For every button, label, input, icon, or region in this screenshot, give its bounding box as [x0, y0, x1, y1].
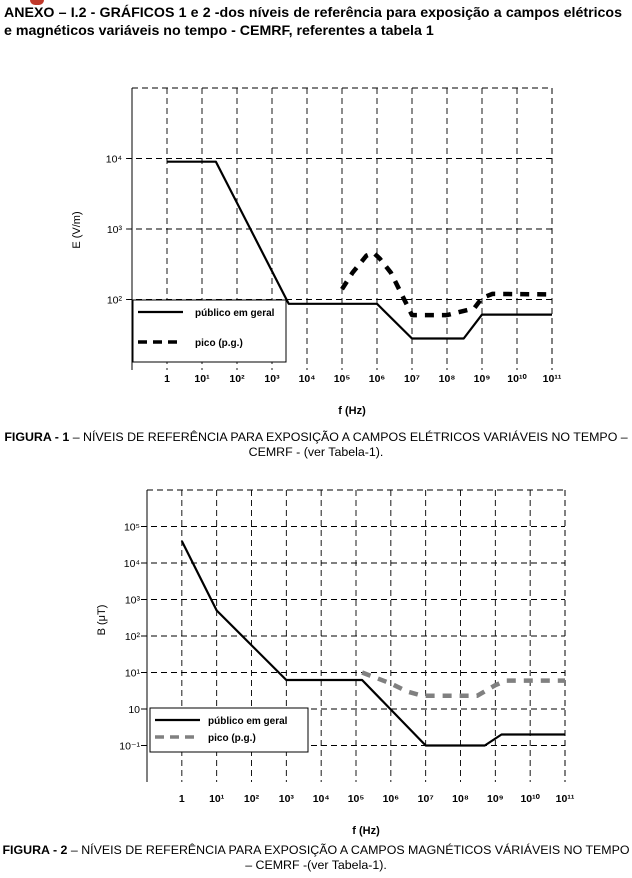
x-tick-label: 10⁴ — [312, 793, 330, 805]
figure-2-caption-label: FIGURA - 2 — [2, 843, 68, 857]
legend-label: pico (p.g.) — [195, 338, 243, 349]
x-tick-label: 10⁸ — [438, 373, 456, 385]
x-tick-label: 10¹ — [209, 793, 225, 805]
y-tick-label: 10⁵ — [123, 521, 140, 534]
x-tick-label: 10² — [243, 793, 260, 805]
y-tick-label: 10⁴ — [123, 558, 140, 570]
x-tick-label: 10⁵ — [347, 793, 365, 805]
x-tick-label: 10⁷ — [417, 793, 434, 805]
y-tick-label: 10⁻¹ — [119, 740, 140, 753]
x-tick-label: 10⁹ — [486, 793, 504, 805]
x-tick-label: 10³ — [278, 793, 294, 805]
x-tick-label: 1 — [164, 373, 170, 385]
x-tick-label: 1 — [178, 793, 185, 805]
y-tick-label: 10 — [128, 704, 140, 716]
x-tick-label: 10¹¹ — [542, 373, 562, 385]
x-tick-label: 10¹⁰ — [520, 793, 540, 805]
x-tick-label: 10⁴ — [298, 373, 316, 385]
x-tick-label: 10⁶ — [368, 373, 386, 385]
x-tick-label: 10⁵ — [333, 373, 351, 385]
x-tick-label: 10² — [229, 373, 245, 385]
y-tick-label: 10² — [106, 294, 122, 307]
y-axis-label: B (μT) — [96, 604, 108, 636]
figure-1-caption-text: – NÍVEIS DE REFERÊNCIA PARA EXPOSIÇÃO A CAMPOS ELÉTRICOS VARIÁVEIS NO TEMPO – CEMRF - (ver Tabela-1). — [69, 430, 628, 459]
x-axis-label: f (Hz) — [352, 825, 380, 837]
figure-2-caption-text: – NÍVEIS DE REFERÊNCIA PARA EXPOSIÇÃO A CAMPOS MAGNÉTICOS VÁRIÁVEIS NO TEMPO – CEMRF -(ver Tabela-1). — [67, 843, 630, 872]
x-tick-label: 10⁹ — [473, 373, 491, 385]
legend-box — [150, 708, 308, 752]
x-axis-label: f (Hz) — [338, 405, 366, 417]
y-tick-label: 10⁴ — [105, 153, 122, 166]
y-tick-label: 10³ — [124, 594, 140, 607]
legend-label: público em geral — [195, 308, 275, 319]
x-tick-label: 10⁶ — [382, 793, 400, 805]
x-tick-label: 10¹¹ — [555, 793, 575, 805]
figure-1-caption-label: FIGURA - 1 — [4, 430, 70, 444]
figure-2-chart — [96, 490, 575, 837]
figure-1-chart — [71, 88, 562, 417]
x-tick-label: 10¹ — [194, 373, 210, 385]
y-axis-label: E (V/m) — [71, 211, 83, 249]
x-tick-label: 10¹⁰ — [507, 373, 527, 385]
series-line-pico — [362, 673, 565, 696]
x-tick-label: 10⁷ — [403, 373, 421, 385]
y-tick-label: 10³ — [106, 224, 122, 236]
x-tick-label: 10³ — [264, 373, 280, 385]
legend-label: pico (p.g.) — [208, 733, 256, 744]
y-tick-label: 10² — [124, 631, 140, 643]
y-tick-label: 10¹ — [124, 667, 140, 680]
figure-1-caption — [0, 430, 632, 460]
page-header: ANEXO – I.2 - GRÁFICOS 1 e 2 -dos níveis de referência para exposição a campos elétricos e magnéticos variáveis no tempo - CEMRF, referentes a tabela 1 — [4, 5, 622, 39]
legend-label: público em geral — [208, 716, 288, 727]
figure-2-caption — [0, 843, 632, 873]
x-tick-label: 10⁸ — [452, 793, 469, 805]
